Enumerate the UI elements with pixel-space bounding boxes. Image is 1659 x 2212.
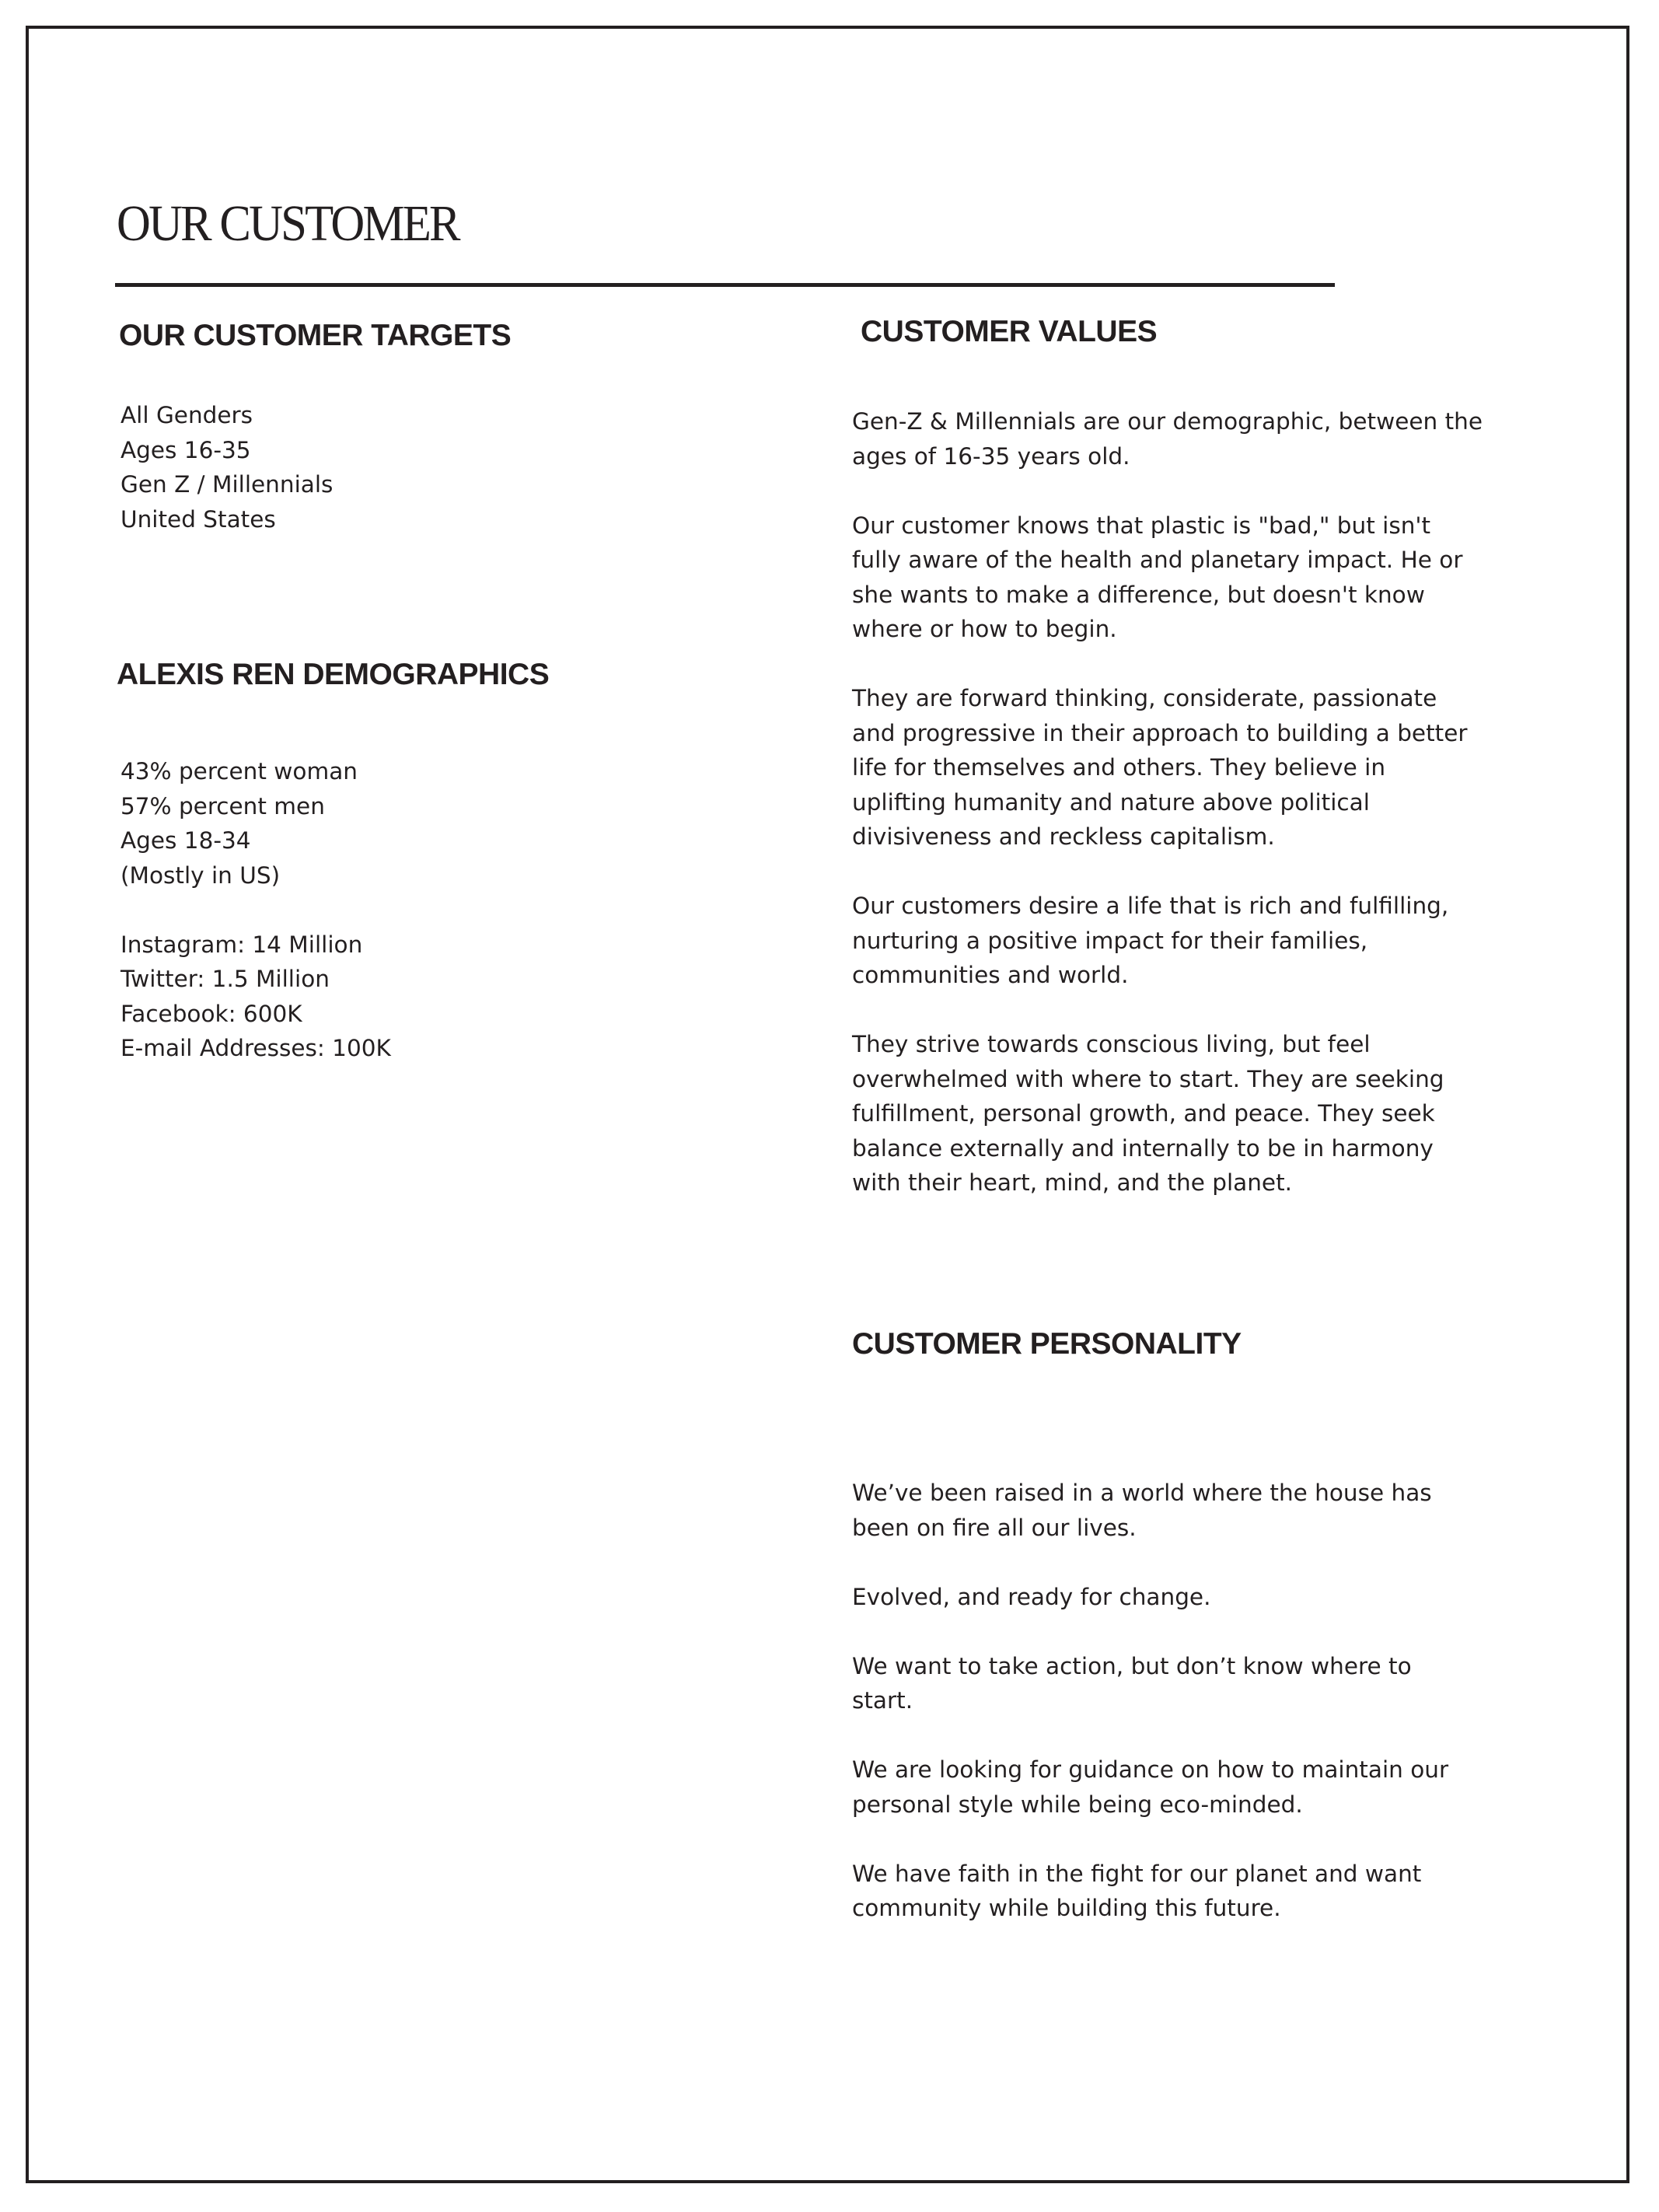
targets-heading: OUR CUSTOMER TARGETS — [119, 319, 512, 352]
demographics-line: Instagram: 14 Million — [120, 931, 363, 958]
values-paragraph — [852, 1027, 1483, 1200]
personality-line: We are looking for guidance on how to maintain our — [852, 1756, 1449, 1783]
demographics-list — [120, 754, 391, 1100]
personality-line: community while building this future. — [852, 1895, 1281, 1921]
values-line: she wants to make a difference, but doesn't know — [852, 581, 1425, 608]
values-line: They strive towards conscious living, but feel — [852, 1031, 1371, 1057]
targets-line: Gen Z / Millennials — [120, 471, 334, 498]
demographics-line: (Mostly in US) — [120, 861, 281, 889]
targets-line: All Genders — [120, 402, 253, 428]
personality-text — [852, 1476, 1448, 1960]
personality-paragraph — [852, 1752, 1448, 1822]
demographics-heading: ALEXIS REN DEMOGRAPHICS — [117, 658, 550, 691]
values-text — [852, 404, 1483, 1235]
personality-paragraph — [852, 1649, 1448, 1718]
values-line: Gen-Z & Millennials are our demographic, between the — [852, 408, 1483, 435]
personality-paragraph — [852, 1476, 1448, 1545]
values-line: where or how to begin. — [852, 616, 1117, 642]
values-paragraph — [852, 508, 1483, 647]
demographics-line: 57% percent men — [120, 792, 325, 819]
values-line: fulfillment, personal growth, and peace. They seek — [852, 1100, 1435, 1127]
values-line: with their heart, mind, and the planet. — [852, 1169, 1293, 1196]
personality-line: We want to take action, but don’t know where to — [852, 1652, 1412, 1679]
values-line: They are forward thinking, considerate, passionate — [852, 685, 1437, 711]
targets-paragraph — [120, 398, 333, 536]
demographics-paragraph — [120, 928, 391, 1066]
targets-line: Ages 16-35 — [120, 436, 251, 463]
values-line: ages of 16-35 years old. — [852, 442, 1130, 470]
personality-paragraph — [852, 1580, 1448, 1615]
values-line: divisiveness and reckless capitalism. — [852, 823, 1275, 850]
values-paragraph — [852, 404, 1483, 474]
personality-line: start. — [852, 1687, 913, 1714]
personality-heading: CUSTOMER PERSONALITY — [852, 1327, 1242, 1361]
values-line: and progressive in their approach to building a better — [852, 719, 1468, 746]
demographics-line: E-mail Addresses: 100K — [120, 1035, 391, 1061]
values-paragraph — [852, 681, 1483, 854]
values-line: communities and world. — [852, 962, 1129, 988]
personality-line: personal style while being eco-minded. — [852, 1791, 1303, 1818]
demographics-line: Twitter: 1.5 Million — [120, 966, 330, 992]
personality-line: We’ve been raised in a world where the house has — [852, 1480, 1432, 1506]
values-line: Our customer knows that plastic is "bad," but isn't — [852, 512, 1431, 539]
demographics-line: 43% percent woman — [120, 758, 358, 785]
values-line: nurturing a positive impact for their families, — [852, 927, 1368, 954]
personality-line: been on fire all our lives. — [852, 1514, 1137, 1541]
values-line: balance externally and internally to be in harmony — [852, 1134, 1434, 1162]
values-paragraph — [852, 889, 1483, 993]
values-line: uplifting humanity and nature above political — [852, 788, 1370, 816]
page-title: OUR CUSTOMER — [117, 195, 459, 252]
personality-line: We have faith in the fight for our planet and want — [852, 1860, 1422, 1887]
targets-line: United States — [120, 505, 276, 533]
values-line: life for themselves and others. They believe in — [852, 754, 1386, 781]
values-line: overwhelmed with where to start. They are seeking — [852, 1065, 1444, 1092]
demographics-paragraph — [120, 754, 391, 893]
demographics-line: Facebook: 600K — [120, 1000, 302, 1027]
personality-paragraph — [852, 1857, 1448, 1926]
values-heading: CUSTOMER VALUES — [861, 315, 1158, 348]
title-divider — [115, 283, 1335, 287]
values-line: Our customers desire a life that is rich and fulfilling, — [852, 893, 1449, 919]
personality-line: Evolved, and ready for change. — [852, 1583, 1211, 1610]
demographics-line: Ages 18-34 — [120, 827, 251, 854]
values-line: fully aware of the health and planetary impact. He or — [852, 547, 1463, 573]
targets-list — [120, 398, 333, 571]
